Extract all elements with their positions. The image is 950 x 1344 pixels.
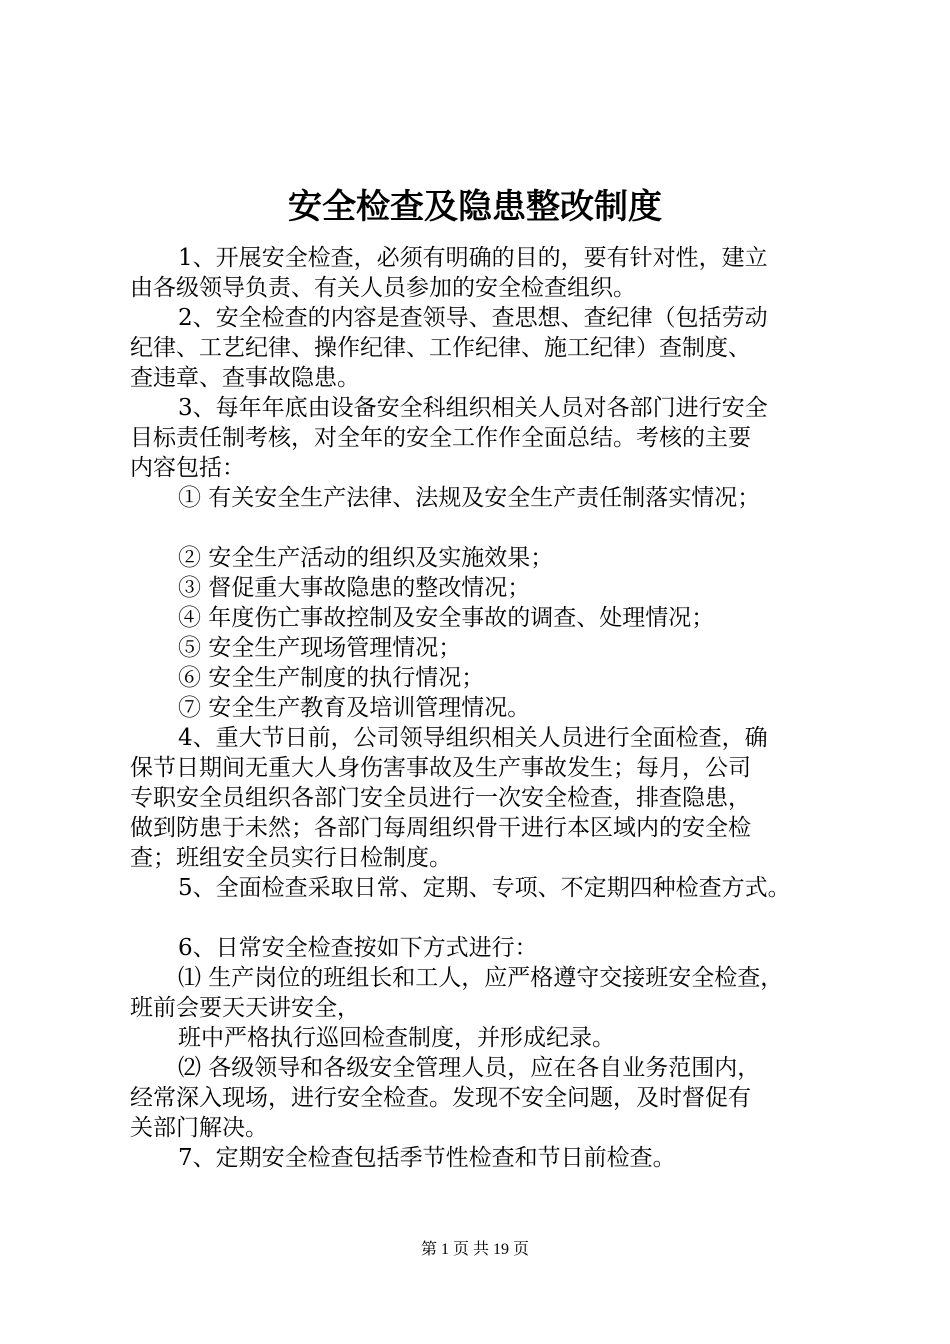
paragraph-line: 做到防患于未然；各部门每周组织骨干进行本区域内的安全检 xyxy=(130,815,751,841)
paragraph-line: 4、重大节日前，公司领导组织相关人员进行全面检查，确 xyxy=(178,725,768,751)
list-item: ⑥ 安全生产制度的执行情况； xyxy=(178,665,485,691)
document-title: 安全检查及隐患整改制度 xyxy=(288,187,662,227)
paragraph-line: 1、开展安全检查，必须有明确的目的，要有针对性，建立 xyxy=(178,245,768,271)
paragraph-line: 纪律、工艺纪律、操作纪律、工作纪律、施工纪律）查制度、 xyxy=(130,335,751,361)
paragraph-line: 班中严格执行巡回检查制度，并形成纪录。 xyxy=(178,1025,615,1051)
paragraph-line: 2、安全检查的内容是查领导、查思想、查纪律（包括劳动 xyxy=(178,305,768,331)
list-item: ⑦ 安全生产教育及培训管理情况。 xyxy=(178,695,531,721)
paragraph-line: 专职安全员组织各部门安全员进行一次安全检查，排查隐患， xyxy=(130,785,751,811)
list-item: ④ 年度伤亡事故控制及安全事故的调查、处理情况； xyxy=(178,605,715,631)
paragraph-line: 3、每年年底由设备安全科组织相关人员对各部门进行安全 xyxy=(178,395,768,421)
paragraph-line: 内容包括： xyxy=(130,455,245,481)
paragraph-line: 查违章、查事故隐患。 xyxy=(130,365,360,391)
paragraph-line: 目标责任制考核，对全年的安全工作作全面总结。考核的主要 xyxy=(130,425,751,451)
paragraph-line: 经常深入现场，进行安全检查。发现不安全问题，及时督促有 xyxy=(130,1085,751,1111)
list-item: ⑴ 生产岗位的班组长和工人，应严格遵守交接班安全检查， xyxy=(178,965,784,991)
list-item: ⑵ 各级领导和各级安全管理人员，应在各自业务范围内， xyxy=(178,1055,761,1081)
paragraph-line: 由各级领导负责、有关人员参加的安全检查组织。 xyxy=(130,275,636,301)
paragraph-line: 5、全面检查采取日常、定期、专项、不定期四种检查方式。 xyxy=(178,875,791,901)
list-item: ③ 督促重大事故隐患的整改情况； xyxy=(178,575,531,601)
list-item: ⑤ 安全生产现场管理情况； xyxy=(178,635,462,661)
paragraph-line: 班前会要天天讲安全， xyxy=(130,995,360,1021)
page-footer: 第 1 页 共 19 页 xyxy=(420,1241,529,1258)
list-item: ① 有关安全生产法律、法规及安全生产责任制落实情况； xyxy=(178,485,761,511)
paragraph-line: 7、定期安全检查包括季节性检查和节日前检查。 xyxy=(178,1145,676,1171)
paragraph-line: 保节日期间无重大人身伤害事故及生产事故发生；每月，公司 xyxy=(130,755,751,781)
list-item: ② 安全生产活动的组织及实施效果； xyxy=(178,545,554,571)
paragraph-line: 6、日常安全检查按如下方式进行： xyxy=(178,935,538,961)
paragraph-line: 查；班组安全员实行日检制度。 xyxy=(130,845,452,871)
paragraph-line: 关部门解决。 xyxy=(130,1115,268,1141)
